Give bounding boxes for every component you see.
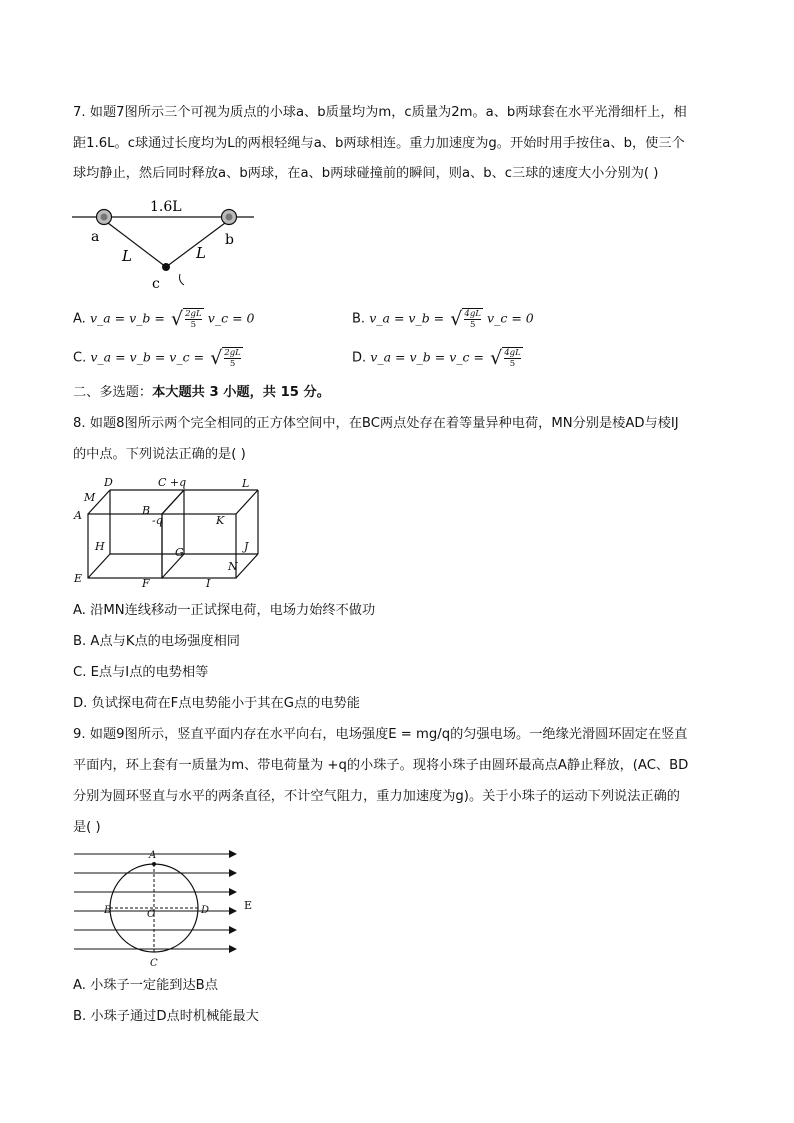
rope-left: [108, 223, 166, 267]
label-a: a: [91, 229, 100, 245]
q7-text-line-3: 球均静止，然后同时释放a、b两球，在a、b两球碰撞前的瞬间，则a、b、c三球的速度大小分别为( ): [73, 166, 659, 181]
q7-text-line-1: 7. 如题7图所示三个可视为质点的小球a、b质量均为m，c质量为2m。a、b两球套在水平光滑细杆上，相: [73, 105, 687, 120]
q8-text-line-2: 的中点。下列说法正确的是( ): [73, 447, 246, 462]
q8-cube-figure: [70, 474, 270, 594]
q7-option-c[interactable]: C. v_a = v_b = v_c = √ $\frac{2gL}{5}$: [73, 347, 241, 369]
point-b-label: B: [104, 905, 112, 916]
center-o-label: O: [147, 909, 156, 920]
point-d-label: D: [201, 905, 210, 916]
vertex-h: H: [95, 540, 105, 553]
rod-length-label: 1.6L: [150, 199, 182, 215]
vertex-b: B: [142, 504, 151, 517]
q9-text-line-3: 分别为圆环竖直与水平的两条直径，不计空气阻力，重力加速度为g)。关于小珠子的运动下列说法正确的: [73, 789, 680, 804]
midpoint-m: M: [84, 491, 96, 504]
vertex-g: G: [175, 546, 184, 559]
q8-text-line-1: 8. 如题8图所示两个完全相同的正方体空间中，在BC两点处存在着等量异种电荷，MN分别是棱AD与棱IJ: [73, 416, 679, 431]
vertex-c-charge: C +q: [158, 476, 187, 489]
vertex-f: F: [142, 577, 150, 590]
charge-b: -q: [152, 514, 163, 527]
point-c-label: C: [150, 958, 158, 969]
vertex-i: I: [206, 577, 211, 590]
q9-text-line-1: 9. 如题9图所示，竖直平面内存在水平向右，电场强度E = mg/q的匀强电场。一绝缘光滑圆环固定在竖直: [73, 727, 688, 742]
q8-option-c[interactable]: C. E点与I点的电势相等: [73, 665, 209, 680]
q8-option-d[interactable]: D. 负试探电荷在F点电势能小于其在G点的电势能: [73, 696, 360, 711]
vertex-a: A: [74, 509, 82, 522]
vertex-l: L: [242, 477, 250, 490]
field-e-label: E: [244, 899, 253, 912]
label-c: c: [152, 276, 160, 292]
vertex-k: K: [216, 514, 225, 527]
vertex-d: D: [104, 476, 113, 489]
point-a-label: A: [149, 850, 157, 861]
rope-right-label: L: [196, 244, 206, 262]
q7-text-line-2: 距1.6L。c球通过长度均为L的两根轻绳与a、b两球相连。重力加速度为g。开始时用手按住a、b，使三个: [73, 136, 685, 151]
bead: [152, 862, 156, 866]
ring: [110, 864, 198, 952]
vertex-j: J: [244, 540, 249, 553]
q7-figure: [70, 193, 260, 293]
ball-c: [162, 263, 170, 271]
q9-option-b[interactable]: B. 小珠子通过D点时机械能最大: [73, 1009, 259, 1024]
q7-option-a[interactable]: A. v_a = v_b = √ $\frac{2gL}{5}$ v_c = 0: [73, 308, 255, 330]
rope-left-label: L: [122, 247, 132, 265]
label-b: b: [225, 232, 234, 248]
section-heading: 二、多选题：本大题共 3 小题，共 15 分。: [73, 385, 330, 400]
q7-option-b[interactable]: B. v_a = v_b = √ $\frac{4gL}{5}$ v_c = 0: [352, 308, 534, 330]
q9-text-line-2: 平面内，环上套有一质量为m、带电荷量为 +q的小珠子。现将小珠子由圆环最高点A静止释放，(AC、BD: [73, 758, 689, 773]
field-lines: [74, 854, 236, 949]
q9-field-figure: [70, 846, 270, 972]
q8-option-a[interactable]: A. 沿MN连线移动一正试探电荷，电场力始终不做功: [73, 603, 376, 618]
vertex-e: E: [74, 572, 83, 585]
midpoint-n: N: [228, 560, 238, 573]
q7-option-d[interactable]: D. v_a = v_b = v_c = √ $\frac{4gL}{5}$: [352, 347, 521, 369]
q9-text-line-4: 是( ): [73, 820, 101, 835]
q8-option-b[interactable]: B. A点与K点的电场强度相同: [73, 634, 240, 649]
q9-option-a[interactable]: A. 小珠子一定能到达B点: [73, 978, 218, 993]
